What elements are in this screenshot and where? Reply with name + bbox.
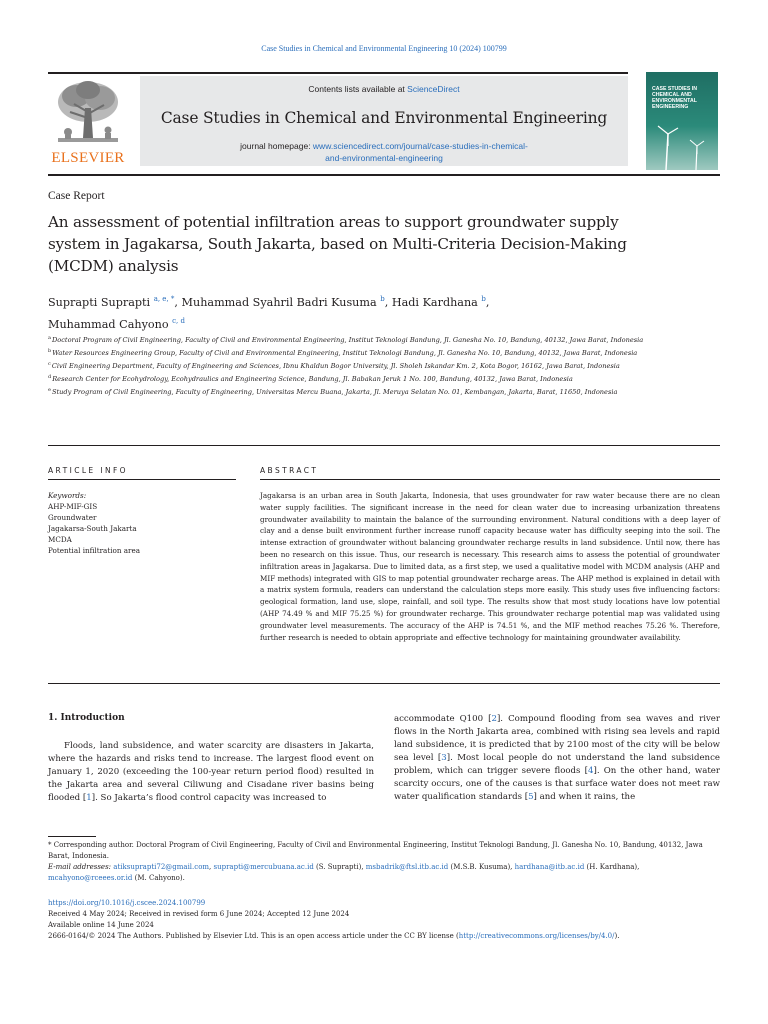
cover-line: ENGINEERING bbox=[652, 104, 689, 110]
body-text: ]. Compound flooding from sea waves and river flows in the North Jakarta area, combined with rising sea levels and rapid land subsidence, it is predicted that by 2100 most of the city will be below sea level [ bbox=[394, 714, 721, 763]
affiliation-item bbox=[48, 360, 720, 372]
body-text: ]. On the other hand, water scarcity occurs, one of the causes is that surface water does not meet raw water qualification standards [ bbox=[394, 766, 720, 802]
author-list bbox=[48, 290, 688, 334]
journal-cover-thumbnail[interactable] bbox=[646, 72, 718, 170]
section-divider bbox=[48, 683, 720, 684]
author-affiliation-marker[interactable]: b bbox=[380, 295, 385, 303]
email-link[interactable]: mcahyono@rceees.or.id bbox=[48, 874, 133, 882]
email-separator: (M. Cahyono). bbox=[132, 874, 185, 882]
affiliation-item bbox=[48, 347, 720, 359]
citation-link[interactable]: 2 bbox=[491, 714, 497, 724]
affiliation-item bbox=[48, 386, 720, 398]
affiliation-item bbox=[48, 334, 720, 346]
license-link[interactable]: http://creativecommons.org/licenses/by/4.0/ bbox=[458, 932, 615, 940]
email-addresses bbox=[48, 862, 720, 884]
email-separator: (S. Suprapti), bbox=[313, 863, 366, 871]
email-link[interactable]: msbadrik@ftsl.itb.ac.id bbox=[365, 863, 449, 871]
email-separator: (H. Kardhana), bbox=[584, 863, 640, 871]
section-divider bbox=[48, 445, 720, 446]
citation-link[interactable]: 1 bbox=[86, 793, 92, 803]
author-separator: , bbox=[174, 296, 182, 309]
license-text: 2666-0164/© 2024 The Authors. Published by Elsevier Ltd. This is an open access article under the CC BY license ( bbox=[48, 932, 459, 940]
cover-line: CHEMICAL AND bbox=[652, 92, 692, 98]
introduction-left-column bbox=[48, 740, 374, 805]
affiliation-text: Study Program of Civil Engineering, Faculty of Engineering, Universitas Mercu Buana, Jakarta, Jl. Meruya Selatan No. 01, Kembangan, Jakarta, Barat, 11650, Indonesia bbox=[51, 388, 618, 397]
citation-link[interactable]: 4 bbox=[588, 766, 594, 776]
publisher-logo bbox=[48, 78, 128, 168]
masthead-top-rule bbox=[48, 72, 628, 74]
corresponding-author-note: * Corresponding author. Doctoral Program of Civil Engineering, Faculty of Civil and Environmental Engineering, Institut Teknologi Bandung, Jl. Ganesha No. 10, Bandung, 40132, Jawa Barat, Indonesia. bbox=[48, 841, 703, 860]
affiliation-key: a bbox=[48, 335, 51, 341]
body-text: Floods, land subsidence, and water scarcity are disasters in Jakarta, where the hazards and risks tend to increase. The largest flood event on January 1, 2020 (exceeding the 100-year return period flood) resulted in the Jakarta area and several Ciliwung and Cisadane river basins being flooded [ bbox=[48, 741, 374, 803]
publication-details bbox=[48, 898, 728, 942]
cover-line: CASE STUDIES IN bbox=[652, 86, 697, 92]
body-text: ] and when it rains, the bbox=[533, 792, 636, 802]
body-text: ]. So Jakarta’s flood control capacity was increased to bbox=[91, 793, 327, 803]
abstract-rule bbox=[260, 479, 720, 480]
keyword-item: Groundwater bbox=[48, 513, 97, 522]
cover-line: ENVIRONMENTAL bbox=[652, 98, 697, 104]
cover-title bbox=[652, 86, 714, 110]
email-separator: (M.S.B. Kusuma), bbox=[448, 863, 515, 871]
email-link[interactable]: hardhana@itb.ac.id bbox=[514, 863, 585, 871]
affiliation-text: Doctoral Program of Civil Engineering, Faculty of Civil and Environmental Engineering, Institut Teknologi Bandung, Jl. Ganesha No. 10, Bandung, 40132, Jawa Barat, Indonesia bbox=[51, 336, 644, 344]
affiliation-text: Research Center for Ecohydrology, Ecohydraulics and Engineering Science, Bandung, Jl. Babakan Jeruk 1 No. 100, Bandung, 40132, Jawa Barat, Indonesia bbox=[52, 375, 573, 384]
publisher-name: ELSEVIER bbox=[51, 150, 125, 166]
footnote-rule bbox=[48, 836, 96, 837]
contents-line bbox=[140, 84, 628, 94]
affiliation-key: e bbox=[48, 387, 51, 394]
body-text: ]. Most local people do not understand the land subsidence problem, which can trigger severe floods [ bbox=[394, 753, 720, 776]
corresponding-author-footnote bbox=[48, 840, 720, 884]
introduction-right-column bbox=[394, 713, 720, 804]
keyword-item: AHP-MIF-GIS bbox=[48, 502, 98, 511]
author-name[interactable]: Suprapti Suprapti bbox=[48, 296, 151, 309]
article-type: Case Report bbox=[48, 190, 105, 202]
license-line bbox=[48, 931, 728, 942]
author-affiliation-marker[interactable]: b bbox=[481, 295, 486, 303]
doi-link[interactable]: https://doi.org/10.1016/j.cscee.2024.100799 bbox=[48, 899, 206, 907]
author-affiliation-marker[interactable]: c, d bbox=[172, 317, 185, 325]
keywords-label: Keywords: bbox=[48, 491, 87, 500]
journal-masthead bbox=[48, 72, 720, 170]
author-affiliation-marker[interactable]: a, e, * bbox=[153, 295, 175, 303]
body-text: accommodate Q100 [ bbox=[394, 714, 492, 724]
running-head[interactable]: Case Studies in Chemical and Environmental Engineering 10 (2024) 100799 bbox=[261, 44, 507, 53]
homepage-url-line1[interactable]: www.sciencedirect.com/journal/case-studies-in-chemical- bbox=[312, 141, 528, 151]
affiliation-item bbox=[48, 373, 720, 385]
abstract-heading: ABSTRACT bbox=[260, 466, 319, 475]
keywords-list bbox=[48, 490, 238, 556]
author-name[interactable]: Muhammad Syahril Badri Kusuma bbox=[181, 296, 377, 309]
author-separator: , bbox=[485, 296, 490, 309]
introduction-heading: 1. Introduction bbox=[48, 713, 125, 723]
article-title: An assessment of potential infiltration areas to support groundwater supply system in Jagakarsa, South Jakarta, based on Multi-Criteria Decision-Making (MCDM) analysis bbox=[48, 213, 627, 275]
email-link[interactable]: atiksuprapti72@gmail.com bbox=[113, 863, 210, 871]
article-info-rule bbox=[48, 479, 236, 480]
keyword-item: Jagakarsa-South Jakarta bbox=[48, 524, 137, 533]
received-dates: Received 4 May 2024; Received in revised form 6 June 2024; Accepted 12 June 2024 bbox=[48, 910, 350, 918]
wind-turbine-icon bbox=[646, 118, 718, 170]
keyword-item: Potential infiltration area bbox=[48, 546, 141, 555]
affiliation-list bbox=[48, 334, 720, 399]
journal-title: Case Studies in Chemical and Environmental Engineering bbox=[160, 109, 608, 127]
affiliation-key: d bbox=[48, 374, 52, 381]
author-name[interactable]: Muhammad Cahyono bbox=[48, 318, 169, 331]
contents-prefix: Contents lists available at bbox=[308, 84, 408, 94]
elsevier-tree-icon bbox=[52, 78, 124, 148]
email-label: E-mail addresses: bbox=[48, 863, 112, 871]
affiliation-key: b bbox=[48, 348, 52, 355]
author-separator: , bbox=[384, 296, 392, 309]
homepage-url-line2[interactable]: and-environmental-engineering bbox=[325, 153, 443, 163]
citation-link[interactable]: 5 bbox=[528, 792, 534, 802]
license-text-end: ). bbox=[614, 932, 620, 940]
masthead-bottom-rule bbox=[48, 174, 720, 176]
affiliation-text: Civil Engineering Department, Faculty of Engineering and Sciences, Ibnu Khaldun Bogor University, Jl. Sholeh Iskandar Km. 2, Kota Bogor, 16162, Jawa Barat, Indonesia bbox=[51, 362, 620, 371]
email-link[interactable]: suprapti@mercubuana.ac.id bbox=[213, 863, 314, 871]
affiliation-key: c bbox=[48, 361, 51, 368]
email-separator: , bbox=[209, 863, 214, 871]
homepage-label: journal homepage: bbox=[240, 141, 313, 151]
online-date: Available online 14 June 2024 bbox=[48, 921, 154, 929]
keyword-item: MCDA bbox=[48, 535, 72, 544]
abstract-text: Jagakarsa is an urban area in South Jakarta, Indonesia, that uses groundwater for raw water because there are no clean water supply facilities. The significant increase in the need for clean water due to increasing urbanization threatens groundwater availability to maintain the balance of the surrounding environment. Natural conditions with a deep layer of clay and a dense built environment further increase runoff capacity because water has difficulty seeping into the soil. The intense extraction of groundwater without balancing groundwater recharge results in land subsidence. Until now, there has been no research on this issue. Thus, our research is necessary. This research aims to assess the potential of groundwater infiltration areas in Jagakarsa. Due to limited data, as a first step, we used a qualitative model with MCDM analysis (AHP and MIF methods) integrated with GIS to map potential groundwater recharge areas. The AHP method is explained in detail with a matrix system formula, readers can understand the calculation steps more easily. This study uses five influencing factors: geological formation, land use, slope, rainfall, and soil type. The results show that most study locations have low potential (AHP 74.49 % and MIF 75.25 %) for groundwater recharge. This groundwater recharge potential map was validated using groundwater level measurements. The accuracy of the AHP is 74.51 %, and the MIF method reaches 75.26 %. Therefore, further research is needed to obtain appropriate and effective technology for maintaining groundwater availability. bbox=[260, 491, 720, 642]
author-name[interactable]: Hadi Kardhana bbox=[391, 296, 478, 309]
affiliation-text: Water Resources Engineering Group, Faculty of Civil and Environmental Engineering, Institut Teknologi Bandung, Jl. Ganesha No. 10, Bandung, 40132, Jawa Barat, Indonesia bbox=[52, 349, 638, 358]
journal-homepage bbox=[140, 140, 628, 164]
sciencedirect-link[interactable]: ScienceDirect bbox=[407, 84, 460, 94]
journal-banner bbox=[140, 76, 628, 166]
article-info-heading: ARTICLE INFO bbox=[48, 466, 128, 475]
citation-link[interactable]: 3 bbox=[441, 753, 447, 763]
